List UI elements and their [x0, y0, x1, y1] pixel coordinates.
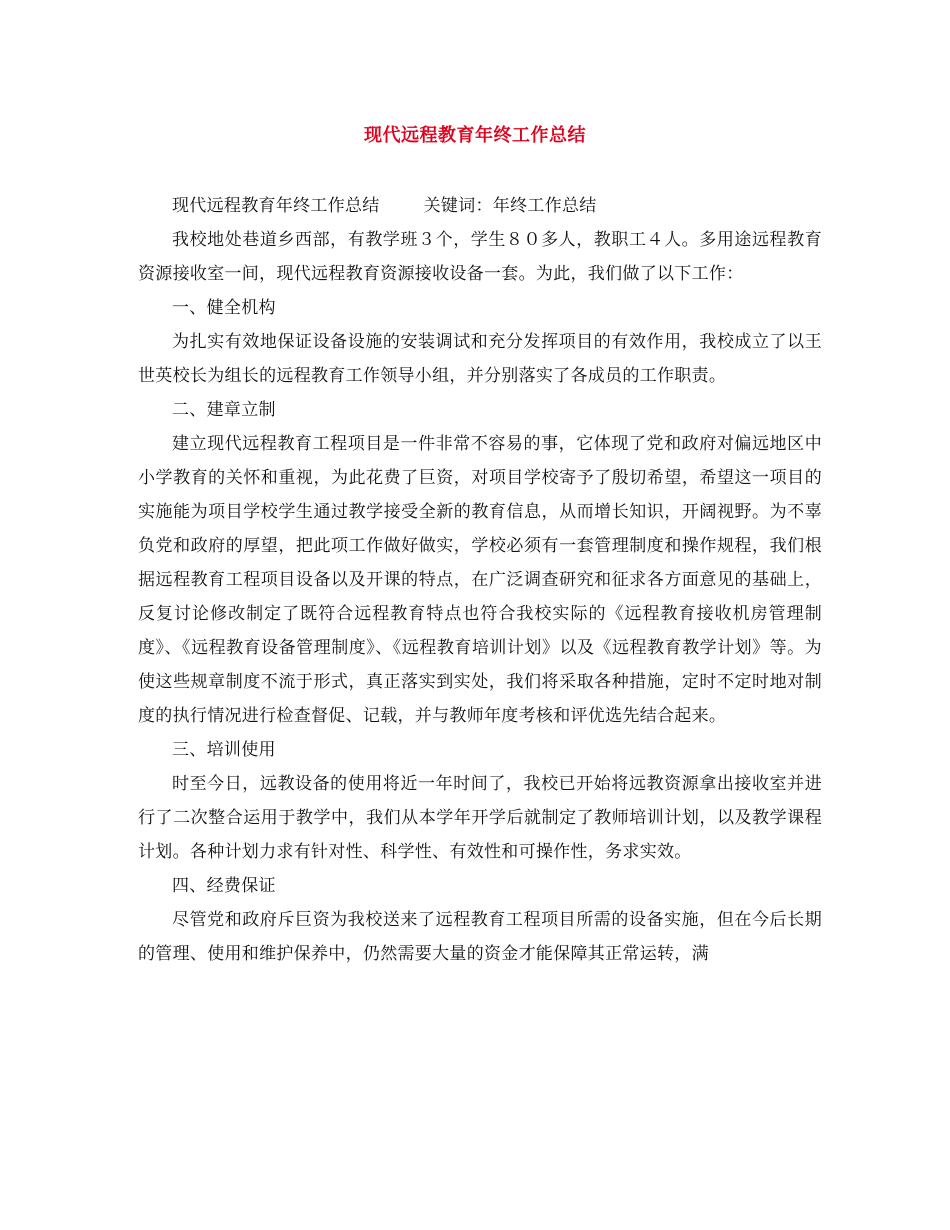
section-heading-1: 一、健全机构 — [172, 298, 276, 318]
meta-keywords: 关键词：年终工作总结 — [423, 196, 597, 216]
meta-title: 现代远程教育年终工作总结 — [172, 196, 380, 216]
section-heading-3: 三、培训使用 — [172, 740, 276, 760]
document-body — [138, 189, 822, 971]
section-heading-2: 二、建章立制 — [172, 400, 276, 420]
paragraph-intro: 我校地处巷道乡西部，有教学班３个，学生８０多人，教职工４人。多用途远程教育资源接收室一间，现代远程教育资源接收设备一套。为此，我们做了以下工作： — [138, 230, 822, 284]
meta-line — [138, 189, 822, 223]
paragraph-1: 为扎实有效地保证设备设施的安装调试和充分发挥项目的有效作用，我校成立了以王世英校长为组长的远程教育工作领导小组，并分别落实了各成员的工作职责。 — [138, 332, 822, 386]
paragraph-4: 尽管党和政府斥巨资为我校送来了远程教育工程项目所需的设备实施，但在今后长期的管理、使用和维护保养中，仍然需要大量的资金才能保障其正常运转，满 — [138, 910, 822, 964]
document-title: 现代远程教育年终工作总结 — [364, 125, 586, 146]
paragraph-3: 时至今日，远教设备的使用将近一年时间了，我校已开始将远教资源拿出接收室并进行了二次整合运用于教学中，我们从本学年开学后就制定了教师培训计划，以及教学课程计划。各种计划力求有针对性、科学性、有效性和可操作性，务求实效。 — [138, 774, 822, 862]
paragraph-2: 建立现代远程教育工程项目是一件非常不容易的事，它体现了党和政府对偏远地区中小学教育的关怀和重视，为此花费了巨资，对项目学校寄予了殷切希望，希望这一项目的实施能为项目学校学生通过教学接受全新的教育信息，从而增长知识，开阔视野。为不辜负党和政府的厚望，把此项工作做好做实，学校必须有一套管理制度和操作规程，我们根据远程教育工程项目设备以及开课的特点，在广泛调查研究和征求各方面意见的基础上，反复讨论修改制定了既符合远程教育特点也符合我校实际的《远程教育接收机房管理制度》、《远程教育设备管理制度》、《远程教育培训计划》以及《远程教育教学计划》等。为使这些规章制度不流于形式，真正落实到实处，我们将采取各种措施，定时不定时地对制度的执行情况进行检查督促、记载，并与教师年度考核和评优选先结合起来。 — [138, 434, 822, 726]
section-heading-4: 四、经费保证 — [172, 876, 276, 896]
